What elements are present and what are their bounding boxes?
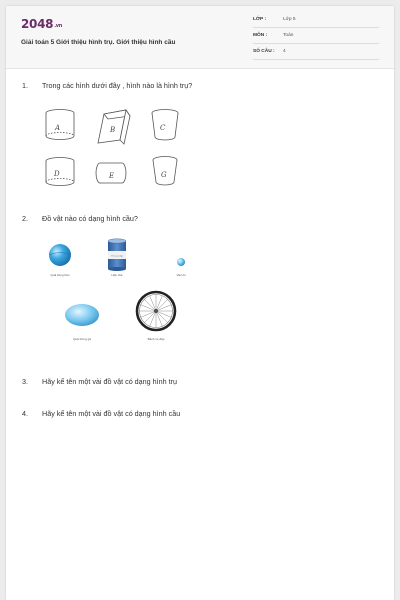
meta-value: 4 [283, 49, 286, 54]
cylinder-shape-d [46, 158, 74, 186]
shape-letter: E [109, 172, 115, 180]
illustrations [6, 6, 394, 600]
page-title: Giải toán 5 Giới thiệu hình trụ. Giới thiệu hình cầu [21, 39, 176, 46]
shape-letter: B [110, 126, 116, 134]
shape-letter: G [161, 171, 167, 179]
truncated-cone-shape-c [152, 110, 178, 140]
object-caption: Hộp chè [111, 273, 123, 277]
object-caption: Viên bi [176, 273, 186, 277]
marble [177, 258, 185, 266]
shape-letter: C [160, 124, 166, 132]
shape-letter: D [54, 170, 60, 178]
worksheet-page [6, 6, 394, 600]
meta-value: Toán [283, 33, 294, 38]
question-text: Đồ vật nào có dạng hình cầu? [42, 214, 138, 223]
logo-text: 2048 [21, 17, 54, 31]
question-number: 4. [22, 409, 28, 418]
tin-label: Trà cao cấp [111, 255, 123, 258]
logo-suffix: .vn [54, 23, 63, 29]
object-caption: Bánh xe đạp [147, 337, 165, 341]
question-text: Hãy kể tên một vài đồ vật có dạng hình trụ [42, 377, 178, 386]
question-number: 1. [22, 81, 28, 90]
meta-label: SỐ CÂU : [253, 49, 275, 54]
meta-label: MÔN : [253, 33, 268, 38]
question-text: Trong các hình dưới đây , hình nào là hình trụ? [42, 81, 193, 90]
ping-pong-ball [49, 244, 71, 266]
question-text: Hãy kể tên một vài đồ vật có dạng hình cầu [42, 409, 181, 418]
meta-value: Lớp 5 [283, 17, 296, 22]
meta-label: LỚP : [253, 17, 267, 22]
bicycle-wheel [137, 292, 175, 330]
truncated-cone-shape-g [153, 157, 177, 186]
tea-tin [108, 239, 126, 271]
chicken-egg [65, 304, 99, 326]
object-caption: Quả bóng bàn [50, 273, 70, 277]
question-number: 3. [22, 377, 28, 386]
slanted-shape-b [98, 110, 130, 144]
horizontal-cylinder-shape-e [96, 163, 126, 183]
object-caption: Quả trứng gà [73, 337, 91, 341]
cylinder-shape-a [46, 110, 74, 140]
question-number: 2. [22, 214, 28, 223]
shape-letter: A [55, 124, 61, 132]
